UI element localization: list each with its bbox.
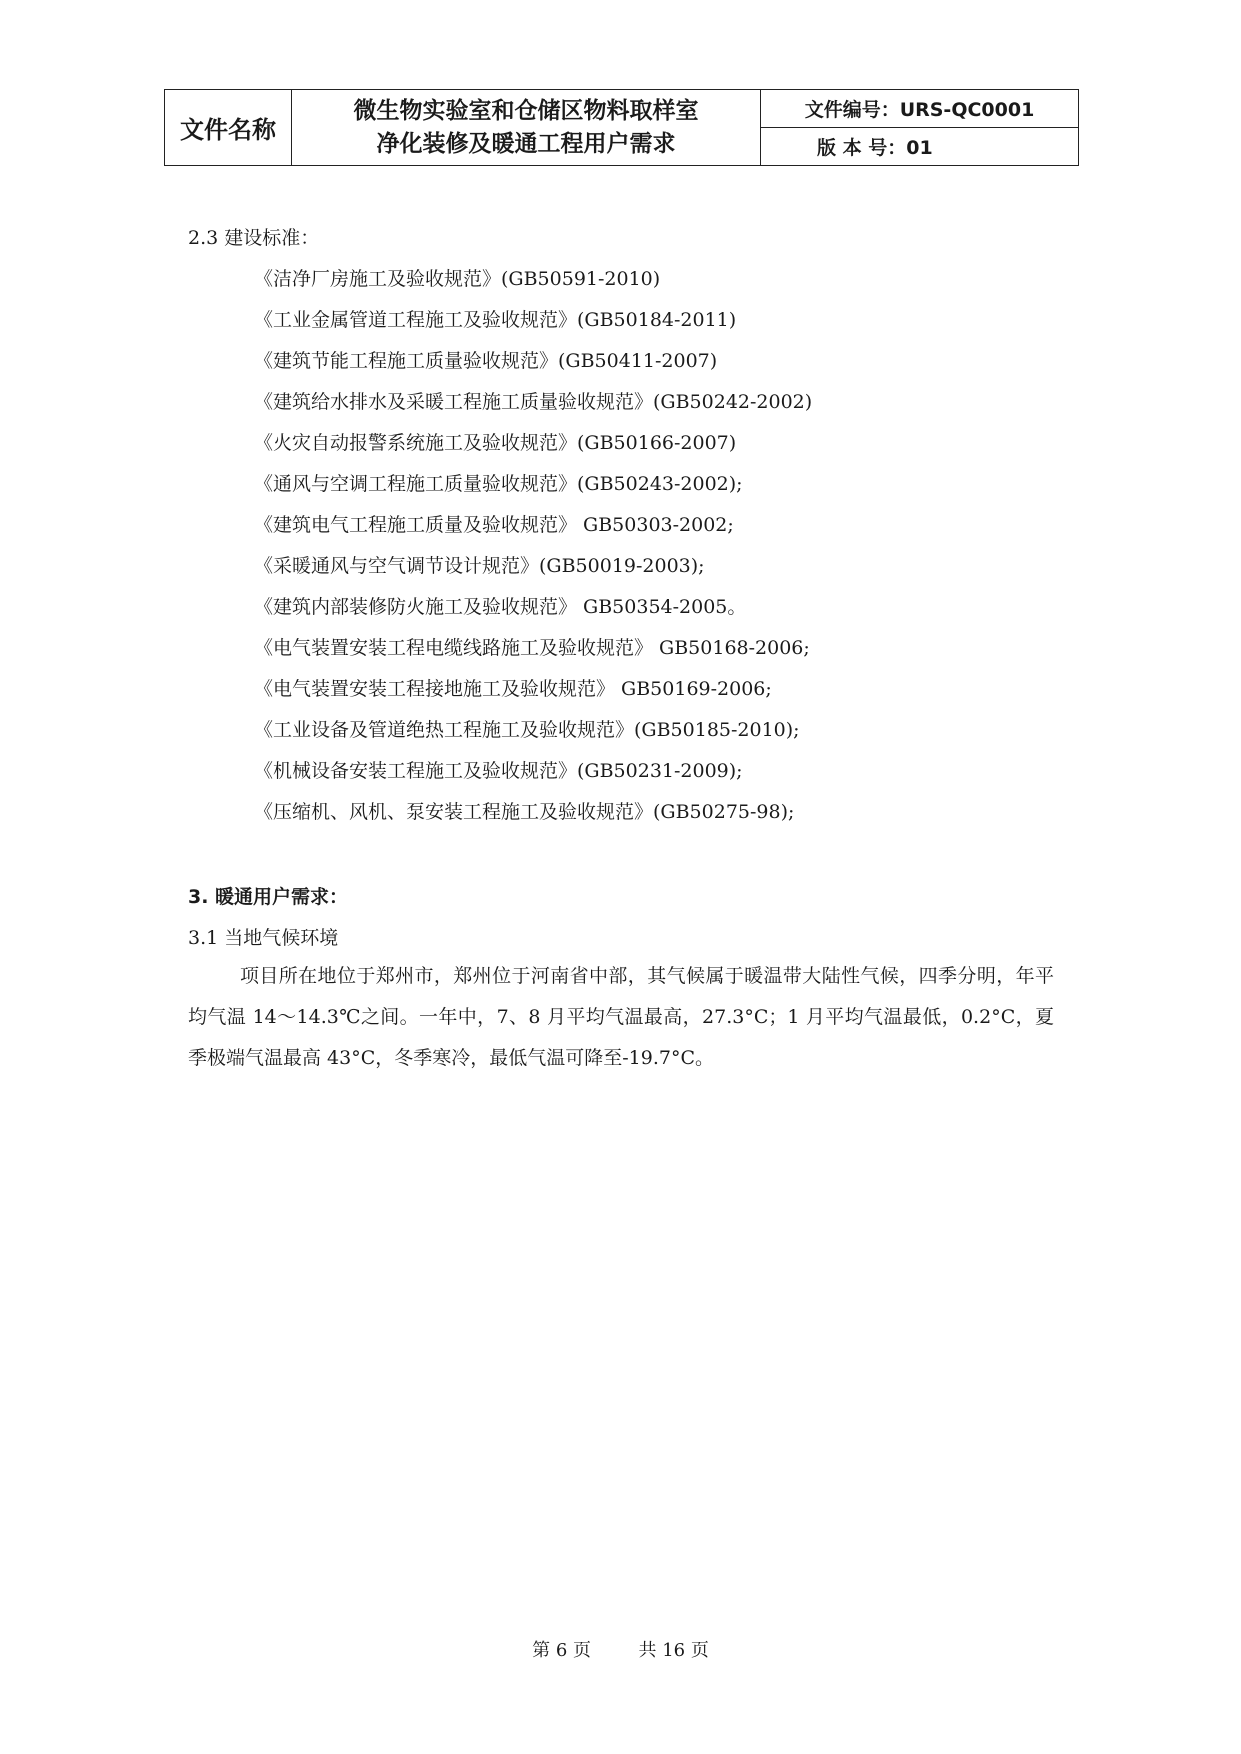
standard-item: 《建筑给水排水及采暖工程施工质量验收规范》(GB50242-2002) [254, 391, 813, 413]
standard-item: 《电气装置安装工程电缆线路施工及验收规范》 GB50168-2006; [254, 637, 810, 659]
doc-meta [761, 90, 1078, 165]
section-3-1-heading: 3.1 当地气候环境 [188, 927, 339, 949]
doc-version: 版 本 号：01 [817, 137, 933, 159]
standard-item: 《建筑节能工程施工质量验收规范》(GB50411-2007) [254, 350, 718, 372]
page-total: 共 16 页 [638, 1640, 709, 1661]
doc-name-label: 文件名称 [165, 90, 292, 165]
standard-item: 《工业设备及管道绝热工程施工及验收规范》(GB50185-2010); [254, 719, 800, 741]
page-footer [0, 1636, 1241, 1662]
document-header-table [164, 89, 1079, 166]
standard-item: 《洁净厂房施工及验收规范》(GB50591-2010) [254, 268, 661, 290]
standard-item: 《机械设备安装工程施工及验收规范》(GB50231-2009); [254, 760, 743, 782]
standard-item: 《工业金属管道工程施工及验收规范》(GB50184-2011) [254, 309, 737, 331]
standard-item: 《建筑电气工程施工质量及验收规范》 GB50303-2002; [254, 514, 734, 536]
standard-item: 《通风与空调工程施工质量验收规范》(GB50243-2002); [254, 473, 743, 495]
doc-title-line2: 净化装修及暖通工程用户需求 [376, 130, 676, 157]
page-number: 第 6 页 [532, 1640, 592, 1661]
standard-item: 《采暖通风与空气调节设计规范》(GB50019-2003); [254, 555, 705, 577]
section-3-heading: 3. 暖通用户需求： [188, 886, 349, 908]
section-2-3-heading: 2.3 建设标准： [188, 227, 320, 249]
standard-item: 《电气装置安装工程接地施工及验收规范》 GB50169-2006; [254, 678, 772, 700]
doc-number: 文件编号：URS-QC0001 [761, 90, 1078, 128]
doc-title-line1: 微生物实验室和仓储区物料取样室 [353, 97, 699, 124]
climate-paragraph: 项目所在地位于郑州市，郑州位于河南省中部，其气候属于暖温带大陆性气候，四季分明，年平均气温 14～14.3℃之间。一年中，7、8 月平均气温最高，27.3°C；1 月平均气温最低，0.2°C，夏季极端气温最高 43°C，冬季寒冷，最低气温可降至-19.7°C。 [188, 965, 1054, 1069]
standard-item: 《建筑内部装修防火施工及验收规范》 GB50354-2005。 [254, 596, 747, 618]
standard-item: 《火灾自动报警系统施工及验收规范》(GB50166-2007) [254, 432, 737, 454]
standard-item: 《压缩机、风机、泵安装工程施工及验收规范》(GB50275-98); [254, 801, 795, 823]
doc-title [292, 90, 761, 165]
